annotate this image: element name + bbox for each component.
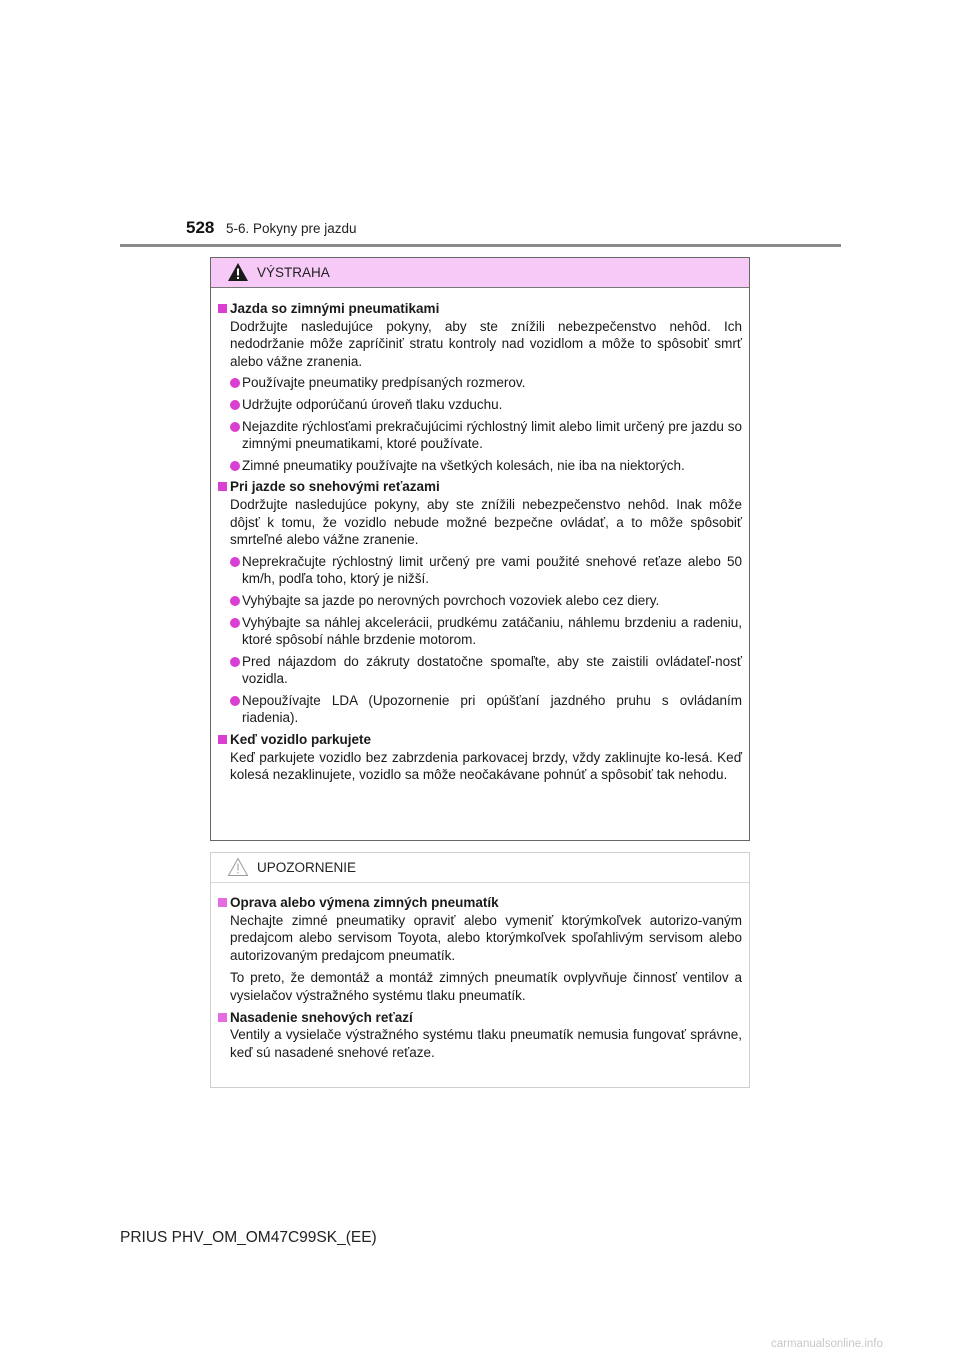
bullet-dot-icon [230,696,240,706]
caution-box [210,852,750,1088]
bullet-dot-icon [230,422,240,432]
section-title: 5-6. Pokyny pre jazdu [226,221,357,236]
caution-box-header [211,853,749,883]
warning-section-winter-tires [218,300,742,474]
section-paragraph: Keď parkujete vozidlo bez zabrzdenia parkovacej brzdy, vždy zaklinujte ko-lesá. Keď kolesá nezaklinujete, vozidlo sa môže neočakávane pohnúť a spôsobiť tak nehodu. [230,749,742,783]
list-item: Nejazdite rýchlosťami prekračujúcimi rýchlostný limit alebo limit určený pre jazdu so zimnými pneumatikami, ktoré používate. [230,418,742,453]
section-heading: Pri jazde so snehovými reťazami [230,479,440,495]
bullet-dot-icon [230,657,240,667]
section-paragraph: Dodržujte nasledujúce pokyny, aby ste znížili nebezpečenstvo nehôd. Inak môže dôjsť k tomu, že vozidlo nebude možné bezpečne ovládať, a to môže spôsobiť smrteľné alebo vážne zranenie. [230,496,742,548]
caution-box-body [211,883,749,1061]
bullet-dot-icon [230,618,240,628]
caution-section-tire-repair [218,894,742,1005]
bullet-dot-icon [230,461,240,471]
section-heading: Jazda so zimnými pneumatikami [230,301,440,316]
list-item: Neprekračujte rýchlostný limit určený pre vami použité snehové reťaze alebo 50 km/h, podľa toho, ktorý je nižší. [230,553,742,588]
section-marker-icon [218,1013,227,1022]
bullet-dot-icon [230,596,240,606]
list-item: Vyhýbajte sa náhlej akcelerácii, prudkému zatáčaniu, náhlemu brzdeniu a radeniu, ktoré spôsobí náhle brzdenie motorom. [230,614,742,649]
bullet-dot-icon [230,400,240,410]
list-item: Pred nájazdom do zákruty dostatočne spomaľte, aby ste zaistili ovládateľ-nosť vozidla. [230,653,742,688]
section-marker-icon [218,304,227,313]
section-paragraph: Nechajte zimné pneumatiky opraviť alebo vymeniť ktorýmkoľvek autorizo-vaným predajcom alebo servisom Toyota, alebo ktorýmkoľvek spoľahlivým servisom alebo autorizovaným predajcom pneumatík. [230,912,742,963]
list-item: Používajte pneumatiky predpísaných rozmerov. [230,374,742,392]
warning-section-parking [218,731,742,784]
bullet-dot-icon [230,557,240,567]
bullet-dot-icon [230,378,240,388]
list-item: Zimné pneumatiky používajte na všetkých kolesách, nie iba na niektorých. [230,457,742,475]
section-paragraph: Ventily a vysielače výstražného systému tlaku pneumatík nemusia fungovať správne, keď sú nasadené snehové reťaze. [230,1027,742,1060]
warning-triangle-icon [227,262,249,282]
warning-label: VÝSTRAHA [257,265,330,280]
header-divider [120,244,841,247]
section-paragraph: To preto, že demontáž a montáž zimných pneumatík ovplyvňuje činnosť ventilov a vysielačov výstražného systému tlaku pneumatík. [230,970,742,1003]
caution-section-chains [218,1009,742,1062]
list-item: Nepoužívajte LDA (Upozornenie pri opúšťaní jazdného pruhu s ovládaním riadenia). [230,692,742,727]
warning-box-header [211,258,749,288]
section-heading: Keď vozidlo parkujete [230,732,371,748]
page-number: 528 [186,218,215,237]
section-heading: Nasadenie snehových reťazí [230,1009,413,1025]
caution-triangle-icon [227,857,249,877]
warning-box [210,257,750,841]
list-item: Vyhýbajte sa jazde po nerovných povrchoch vozoviek alebo cez diery. [230,592,742,610]
warning-box-body [211,288,749,784]
list-item: Udržujte odporúčanú úroveň tlaku vzduchu. [230,396,742,414]
caution-label: UPOZORNENIE [257,860,357,875]
section-heading: Oprava alebo výmena zimných pneumatík [230,895,499,910]
warning-section-snow-chains [218,478,742,727]
section-marker-icon [218,898,227,907]
section-marker-icon [218,735,227,744]
watermark: carmanualsonline.info [771,1338,883,1350]
section-marker-icon [218,482,227,491]
section-paragraph: Dodržujte nasledujúce pokyny, aby ste znížili nebezpečenstvo nehôd. Ich nedodržanie môže zapríčiniť stratu kontroly nad vozidlom a môže to spôsobiť smrť alebo vážne zranenia. [230,318,742,369]
document-code: PRIUS PHV_OM_OM47C99SK_(EE) [120,1229,377,1246]
